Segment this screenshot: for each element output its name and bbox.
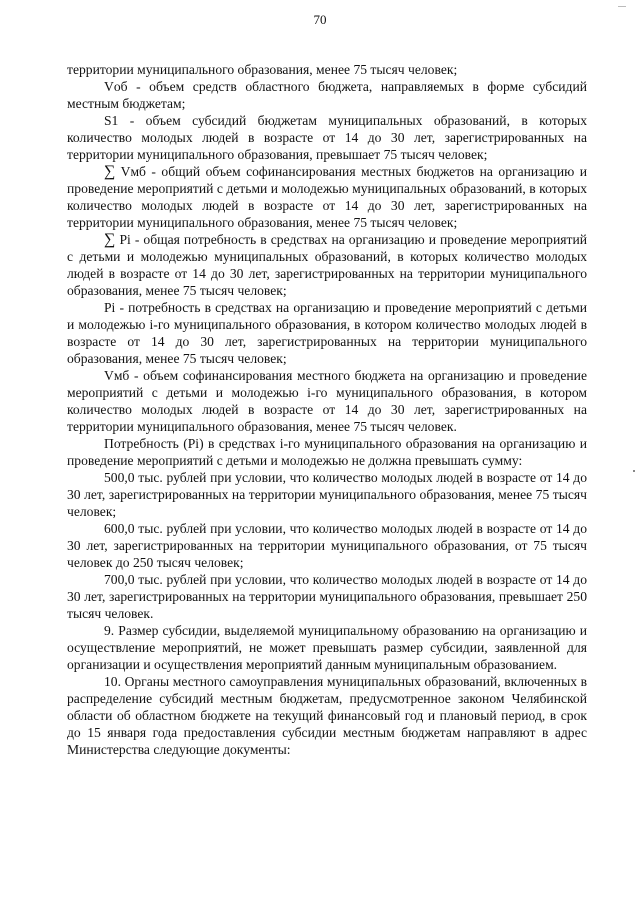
paragraph-text: Потребность (Pi) в средствах i-го муниципального образования на организацию и проведение мероприятий с детьми и молодежью не должна превышать сумму:: [67, 436, 587, 468]
paragraph: [67, 520, 587, 571]
sigma-symbol: ∑: [104, 231, 116, 248]
paragraph: [67, 622, 587, 673]
document-body: [67, 61, 587, 758]
scan-artifact: [618, 6, 626, 7]
paragraph-text: Vмб - общий объем софинансирования местных бюджетов на организацию и проведение мероприятий с детьми и молодежью муниципальных образований, в которых количество молодых людей в возрасте от 14 до 30 лет, зарегистрированных на территории муниципального образования, менее 75 тысяч человек;: [67, 164, 587, 230]
paragraph-text: территории муниципального образования, менее 75 тысяч человек;: [67, 62, 458, 77]
paragraph-text: 600,0 тыс. рублей при условии, что количество молодых людей в возрасте от 14 до 30 лет, зарегистрированных на территории муниципального образования, от 75 тысяч человек до 250 тысяч человек;: [67, 521, 587, 570]
paragraph: [67, 435, 587, 469]
paragraph: [67, 299, 587, 367]
paragraph: [67, 61, 587, 78]
paragraph-text: 500,0 тыс. рублей при условии, что количество молодых людей в возрасте от 14 до 30 лет, зарегистрированных на территории муниципального образования, менее 75 тысяч человек;: [67, 470, 587, 519]
paragraph: [67, 571, 587, 622]
paragraph: [67, 469, 587, 520]
paragraph-text: Vоб - объем средств областного бюджета, направляемых в форме субсидий местным бюджетам;: [67, 79, 587, 111]
paragraph: [67, 367, 587, 435]
paragraph: [67, 673, 587, 758]
scan-artifact: [633, 470, 635, 472]
paragraph: [67, 163, 587, 231]
paragraph-text: Pi - общая потребность в средствах на организацию и проведение мероприятий с детьми и молодежью муниципальных образований, в которых количество молодых людей в возрасте от 14 до 30 лет, зарегистрированных на территории муниципального образования, менее 75 тысяч человек;: [67, 232, 587, 298]
page-number: 70: [313, 12, 327, 27]
paragraph-text: Vмб - объем софинансирования местного бюджета на организацию и проведение мероприятий с детьми и молодежью i-го муниципального образования, в котором количество молодых людей в возрасте от 14 до 30 лет, зарегистрированных на территории муниципального образования, менее 75 тысяч человек.: [67, 368, 587, 434]
paragraph: [67, 78, 587, 112]
paragraph-text: 10. Органы местного самоуправления муниципальных образований, включенных в распределение субсидий местным бюджетам, предусмотренное законом Челябинской области об областном бюджете на текущий финансовый год и плановый период, в срок до 15 января года предоставления субсидии местным бюджетам направляют в адрес Министерства следующие документы:: [67, 674, 587, 757]
paragraph: [67, 231, 587, 299]
paragraph-text: Pi - потребность в средствах на организацию и проведение мероприятий с детьми и молодежью i-го муниципального образования, в котором количество молодых людей в возрасте от 14 до 30 лет, зарегистрированных на территории муниципального образования, менее 75 тысяч человек;: [67, 300, 587, 366]
paragraph-text: S1 - объем субсидий бюджетам муниципальных образований, в которых количество молодых людей в возрасте от 14 до 30 лет, зарегистрированных на территории муниципального образования, превышает 75 тысяч человек;: [67, 113, 587, 162]
paragraph-text: 9. Размер субсидии, выделяемой муниципальному образованию на организацию и осуществление мероприятий, не может превышать размер субсидии, заявленной для организации и осуществления мероприятий данным муниципальным образованием.: [67, 623, 587, 672]
paragraph: [67, 112, 587, 163]
paragraph-text: 700,0 тыс. рублей при условии, что количество молодых людей в возрасте от 14 до 30 лет, зарегистрированных на территории муниципального образования, превышает 250 тысяч человек.: [67, 572, 587, 621]
sigma-symbol: ∑: [104, 163, 116, 180]
